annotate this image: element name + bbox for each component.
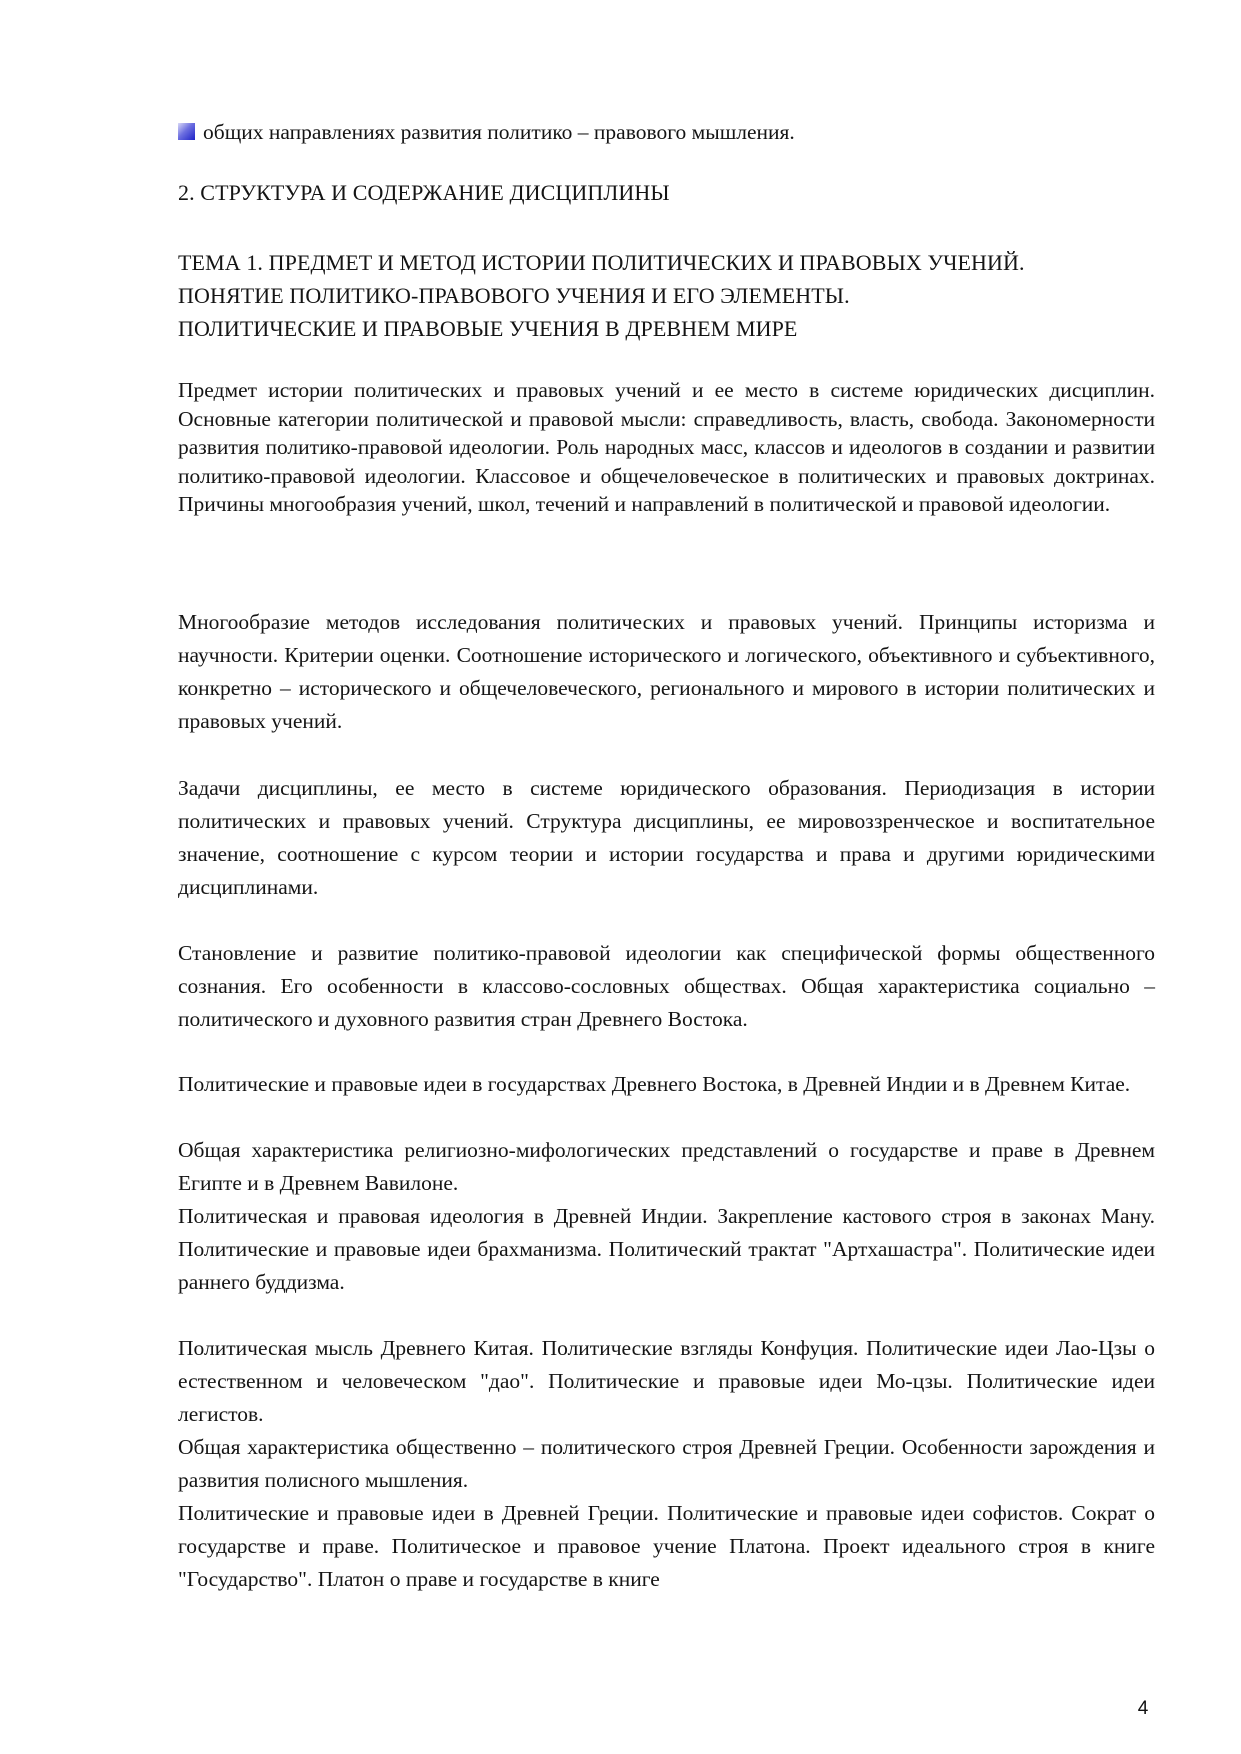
topic-title-line-1: ТЕМА 1. ПРЕДМЕТ И МЕТОД ИСТОРИИ ПОЛИТИЧЕСКИХ И ПРАВОВЫХ УЧЕНИЙ. (178, 250, 1025, 275)
paragraph-tasks: Задачи дисциплины, ее место в системе юридического образования. Периодизация в истории политических и правовых учений. Структура дисциплины, ее мировоззренческое и воспитательное значение, соотношение с курсом теории и истории государства и права и другими юридическими дисциплинами. (178, 776, 1155, 899)
paragraph-china: Политическая мысль Древнего Китая. Политические взгляды Конфуция. Политические идеи Лао-Цзы о естественном и человеческом "дао". Политические и правовые идеи Мо-цзы. Политические идеи легистов. (178, 1336, 1155, 1426)
topic-title-line-2: ПОНЯТИЕ ПОЛИТИКО-ПРАВОВОГО УЧЕНИЯ И ЕГО ЭЛЕМЕНТЫ. (178, 283, 850, 308)
paragraph-formation: Становление и развитие политико-правовой идеологии как специфической формы общественного сознания. Его особенности в классово-сословных обществах. Общая характеристика социально – политического и духовного развития стран Древнего Востока. (178, 941, 1155, 1031)
paragraph-methods: Многообразие методов исследования политических и правовых учений. Принципы историзма и научности. Критерии оценки. Соотношение исторического и логического, объективного и субъективного, конкретно – исторического и общечеловеческого, регионального и мирового в истории политических и правовых учений. (178, 610, 1155, 733)
bullet-text: общих направлениях развития политико – правового мышления. (203, 120, 795, 144)
paragraph-india: Политическая и правовая идеология в Древней Индии. Закрепление кастового строя в законах Ману. Политические и правовые идеи брахманизма. Политический трактат "Артхашастра". Политические идеи раннего буддизма. (178, 1204, 1155, 1294)
section-title: 2. СТРУКТУРА И СОДЕРЖАНИЕ ДИСЦИПЛИНЫ (178, 180, 670, 205)
paragraph-greece-overview: Общая характеристика общественно – политического строя Древней Греции. Особенности зарождения и развития полисного мышления. (178, 1435, 1155, 1492)
paragraph-subject: Предмет истории политических и правовых учений и ее место в системе юридических дисциплин. Основные категории политической и правовой мысли: справедливость, власть, свобода. Закономерности развития политико-правовой идеологии. Роль народных масс, классов и идеологов в создании и развитии политико-правовой идеологии. Классовое и общечеловеческое в политических и правовых доктринах. Причины многообразия учений, школ, течений и направлений в политической и правовой идеологии. (178, 378, 1155, 516)
paragraph-egypt-babylon: Общая характеристика религиозно-мифологических представлений о государстве и праве в Древнем Египте и в Древнем Вавилоне. (178, 1138, 1155, 1195)
square-bullet-icon (178, 123, 195, 140)
paragraph-ancient-east: Политические и правовые идеи в государствах Древнего Востока, в Древней Индии и в Древнем Китае. (178, 1072, 1131, 1096)
page-number: 4 (1137, 1698, 1149, 1719)
topic-title-line-3: ПОЛИТИЧЕСКИЕ И ПРАВОВЫЕ УЧЕНИЯ В ДРЕВНЕМ МИРЕ (178, 316, 798, 341)
paragraph-greece-ideas: Политические и правовые идеи в Древней Греции. Политические и правовые идеи софистов. Сократ о государстве и праве. Политическое и правовое учение Платона. Проект идеального строя в книге "Государство". Платон о праве и государстве в книге (178, 1501, 1155, 1591)
bullet-item (178, 118, 1155, 146)
